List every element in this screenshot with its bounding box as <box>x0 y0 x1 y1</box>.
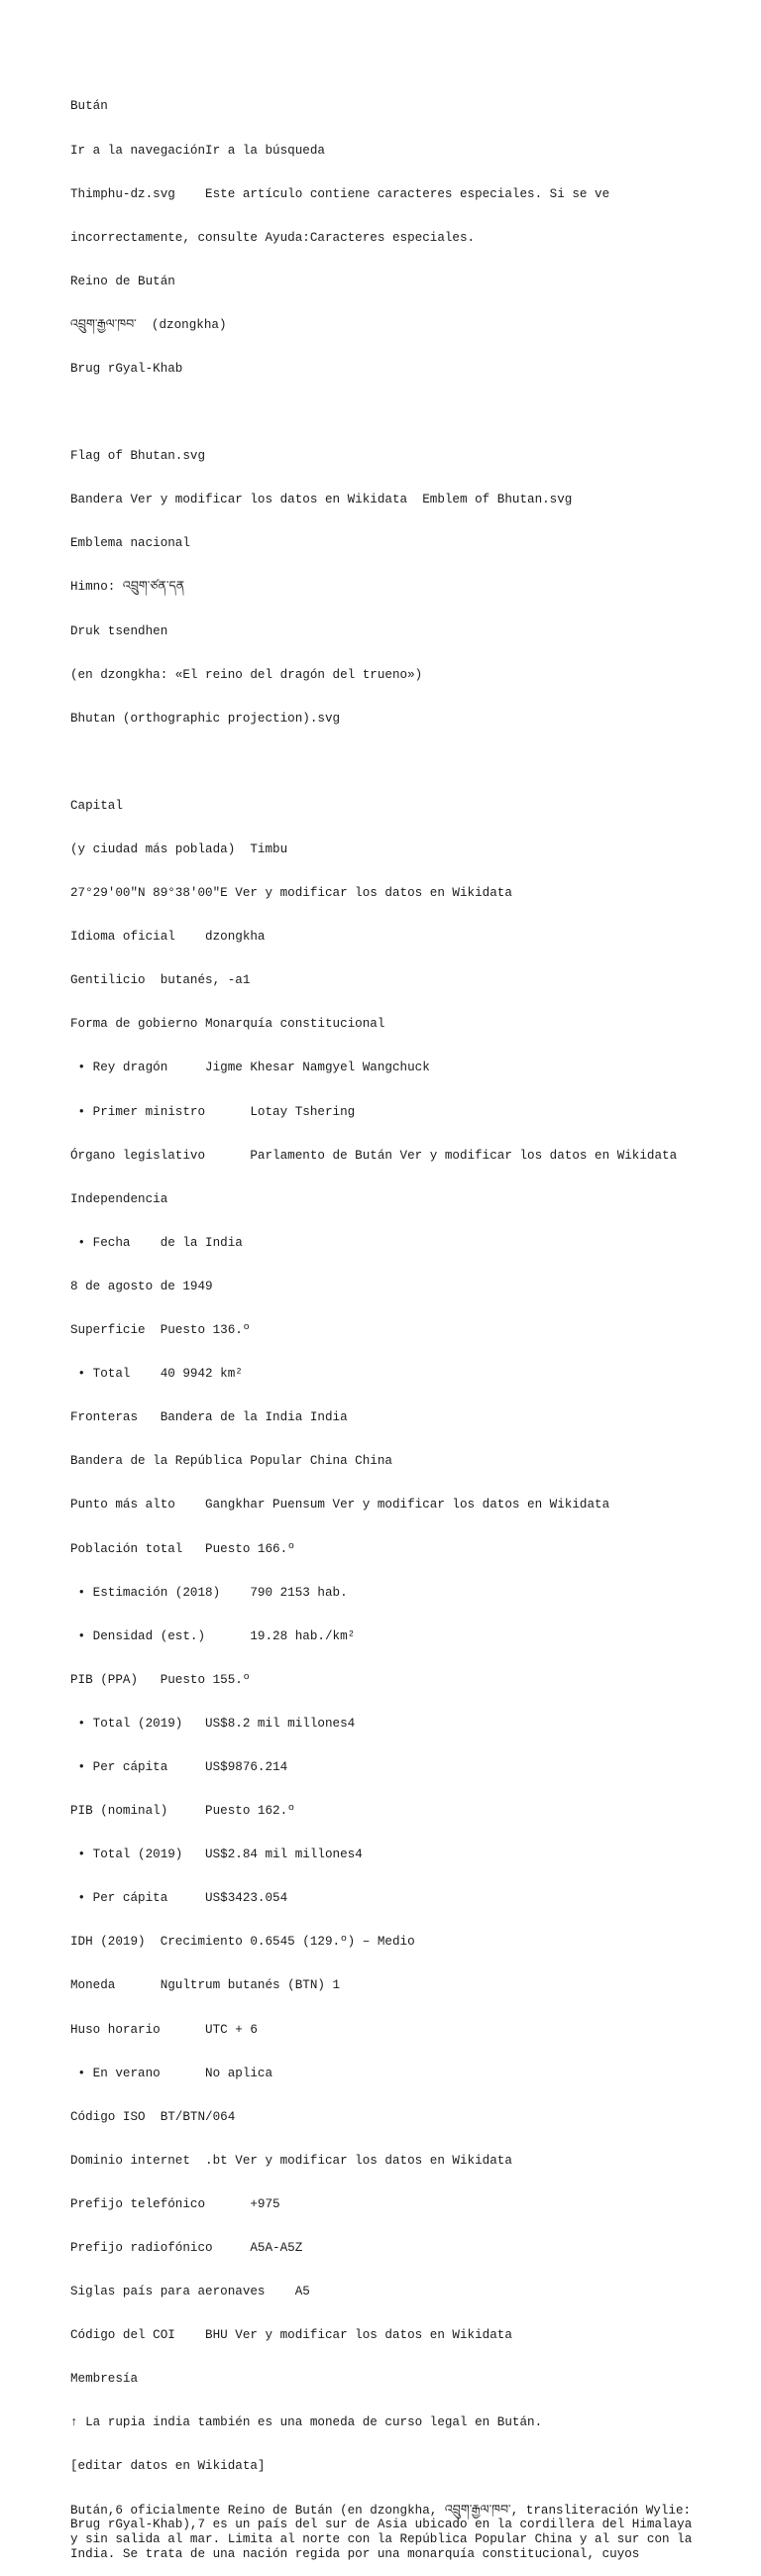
intro-paragraph: Bután,6 oficialmente Reino de Bután (en dzongkha, འབྲུག་རྒྱལ་ཁབ་, transliteración Wylie: Brug rGyal-Khab),7 es un país del sur de Asia ubicado en la cordillera del Himalaya y sin salida al mar. Limita al norte con la República Popular China y al sur con la India. Se trata de una nación regida por una monarquía constitucional, cuyos <box>70 2503 700 2561</box>
text-line: Independencia <box>70 1191 168 1206</box>
text-line: (y ciudad más poblada) Timbu <box>70 842 288 856</box>
text-line: Capital <box>70 798 123 813</box>
text-line <box>70 755 705 770</box>
text-line: འབྲུག་རྒྱལ་ཁབ་ (dzongkha) <box>70 317 227 332</box>
text-line: Bután <box>70 99 108 114</box>
text-line: • Total (2019) US$2.84 mil millones4 <box>70 1848 363 1862</box>
text-line: Prefijo radiofónico A5A-A5Z <box>70 2241 303 2255</box>
text-line: • Per cápita US$3423.054 <box>70 1891 288 1906</box>
text-line: Dominio internet .bt Ver y modificar los datos en Wikidata <box>70 2153 512 2168</box>
text-line: [editar datos en Wikidata] <box>70 2459 266 2474</box>
text-line: IDH (2019) Crecimiento 0.6545 (129.º) – Medio <box>70 1935 415 1950</box>
text-line <box>70 405 705 420</box>
text-line: incorrectamente, consulte Ayuda:Caracteres especiales. <box>70 230 476 245</box>
text-line: Moneda Ngultrum butanés (BTN) 1 <box>70 1978 341 1993</box>
text-line: PIB (nominal) Puesto 162.º <box>70 1804 295 1819</box>
text-line: Código del COI BHU Ver y modificar los datos en Wikidata <box>70 2328 512 2343</box>
text-line: (en dzongkha: «El reino del dragón del trueno») <box>70 667 423 682</box>
text-line: ↑ La rupia india también es una moneda de curso legal en Bután. <box>70 2415 543 2430</box>
text-line: • Total (2019) US$8.2 mil millones4 <box>70 1716 356 1731</box>
text-line: Idioma oficial dzongkha <box>70 930 266 945</box>
text-line: Fronteras Bandera de la India India <box>70 1410 348 1425</box>
text-line: • Per cápita US$9876.214 <box>70 1759 288 1774</box>
text-line: Himno: འབྲུག་ཙན་དན <box>70 580 185 595</box>
text-line: Emblema nacional <box>70 536 190 551</box>
text-line: • Fecha de la India <box>70 1235 243 1250</box>
text-line: Población total Puesto 166.º <box>70 1541 295 1556</box>
text-line: Bhutan (orthographic projection).svg <box>70 711 341 726</box>
text-line: Prefijo telefónico +975 <box>70 2196 280 2211</box>
text-line: Druk tsendhen <box>70 623 168 638</box>
text-line: Siglas país para aeronaves A5 <box>70 2285 310 2299</box>
text-line: PIB (PPA) Puesto 155.º <box>70 1672 251 1687</box>
text-line: Superficie Puesto 136.º <box>70 1323 251 1338</box>
text-line: Código ISO BT/BTN/064 <box>70 2109 236 2124</box>
text-line: • En verano No aplica <box>70 2066 273 2080</box>
text-line: Flag of Bhutan.svg <box>70 449 206 464</box>
text-line: • Primer ministro Lotay Tshering <box>70 1104 356 1119</box>
text-line: Reino de Bután <box>70 274 175 288</box>
text-line: Bandera de la República Popular China China <box>70 1454 392 1469</box>
text-line: Membresía <box>70 2372 139 2387</box>
text-line: Thimphu-dz.svg Este artículo contiene caracteres especiales. Si se ve <box>70 186 610 201</box>
text-line: Brug rGyal-Khab <box>70 361 183 376</box>
text-line: Bandera Ver y modificar los datos en Wikidata Emblem of Bhutan.svg <box>70 493 573 507</box>
text-line: 8 de agosto de 1949 <box>70 1279 213 1293</box>
text-line: • Estimación (2018) 790 2153 hab. <box>70 1585 348 1600</box>
text-line: • Rey dragón Jigme Khesar Namgyel Wangchuck <box>70 1061 430 1075</box>
text-line: • Total 40 9942 km² <box>70 1367 243 1382</box>
text-line: Huso horario UTC + 6 <box>70 2022 258 2037</box>
text-line: • Densidad (est.) 19.28 hab./km² <box>70 1628 356 1643</box>
text-line: 27°29'00"N 89°38'00"E Ver y modificar los datos en Wikidata <box>70 886 512 901</box>
text-line: Órgano legislativo Parlamento de Bután Ver y modificar los datos en Wikidata <box>70 1148 678 1163</box>
text-line: Ir a la navegaciónIr a la búsqueda <box>70 143 325 158</box>
text-line: Punto más alto Gangkhar Puensum Ver y modificar los datos en Wikidata <box>70 1498 610 1512</box>
text-line: Forma de gobierno Monarquía constitucional <box>70 1017 385 1032</box>
document-text <box>70 70 705 2576</box>
text-line: Gentilicio butanés, -a1 <box>70 973 251 988</box>
